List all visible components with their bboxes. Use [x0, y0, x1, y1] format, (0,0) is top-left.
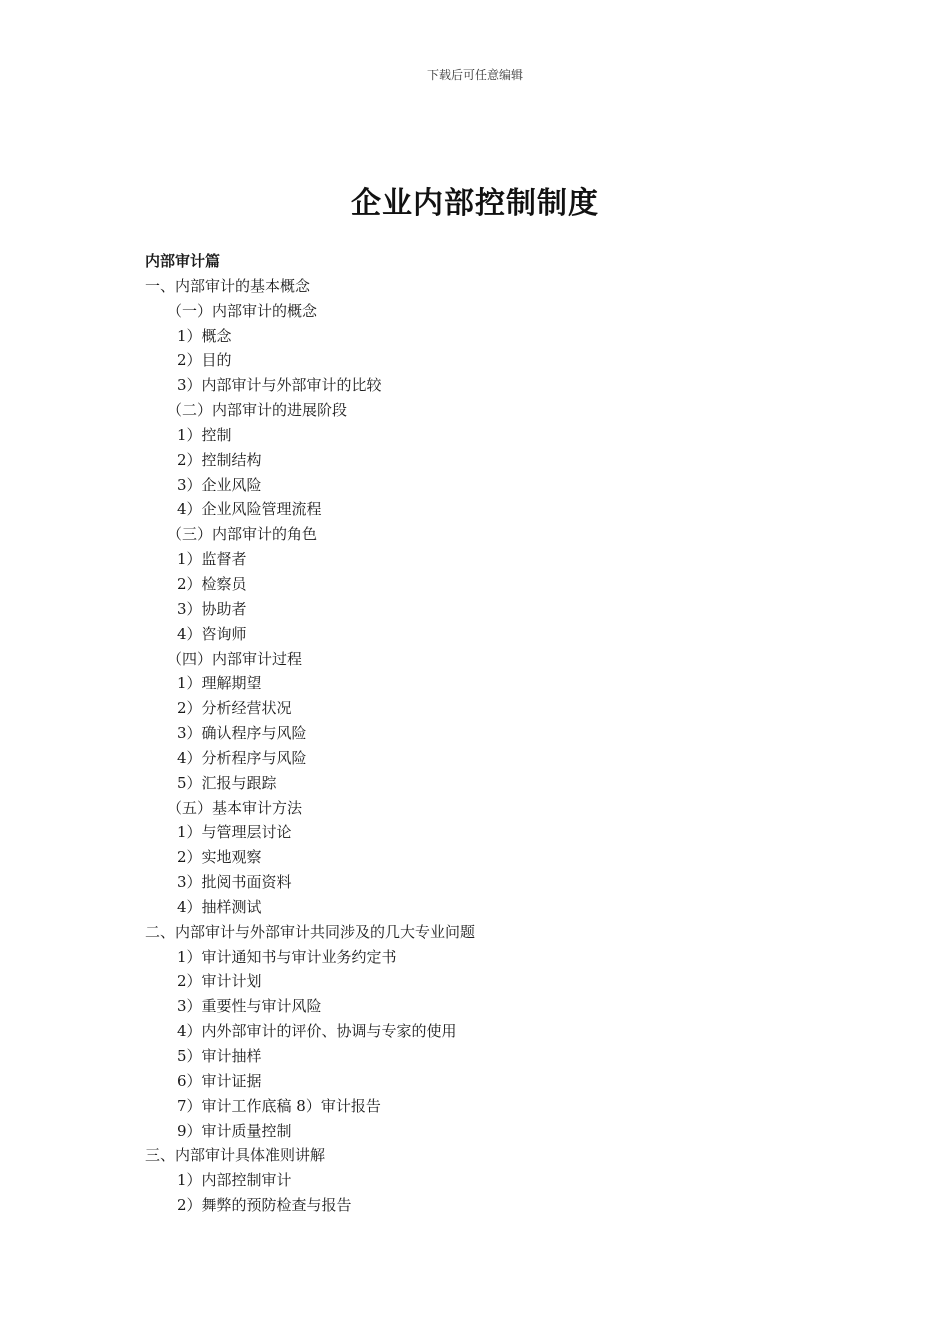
outline-chapter: 二、内部审计与外部审计共同涉及的几大专业问题 [145, 922, 476, 941]
outline-item: 6）审计证据 [177, 1071, 262, 1090]
outline-item: 1）监督者 [177, 550, 247, 569]
outline-item: 1）与管理层讨论 [177, 823, 292, 842]
outline-item: 1）审计通知书与审计业务约定书 [177, 947, 397, 966]
outline-item: 3）内部审计与外部审计的比较 [177, 376, 382, 395]
outline-item: 4）内外部审计的评价、协调与专家的使用 [177, 1022, 457, 1041]
outline-item: 2）分析经营状况 [177, 699, 292, 718]
outline-item: 2）检察员 [177, 574, 247, 593]
outline-section: （四）内部审计过程 [167, 649, 303, 668]
outline-item: 2）控制结构 [177, 450, 262, 469]
outline-item: 4）分析程序与风险 [177, 748, 307, 767]
outline-item: 3）批阅书面资料 [177, 873, 292, 892]
outline-section: （一）内部审计的概念 [167, 301, 318, 320]
outline-item: 7）审计工作底稿 8）审计报告 [177, 1096, 381, 1115]
outline-item: 9）审计质量控制 [177, 1121, 292, 1140]
outline-item: 3）协助者 [177, 599, 247, 618]
section-heading: 内部审计篇 [145, 252, 221, 270]
outline-item: 3）企业风险 [177, 475, 262, 494]
outline-item: 1）内部控制审计 [177, 1171, 292, 1190]
outline-item: 2）舞弊的预防检查与报告 [177, 1196, 352, 1215]
header-note: 下载后可任意编辑 [426, 68, 523, 82]
outline-item: 4）咨询师 [177, 624, 247, 643]
document-title: 企业内部控制制度 [351, 186, 599, 221]
outline-section: （三）内部审计的角色 [167, 525, 318, 544]
outline-item: 2）审计计划 [177, 972, 262, 991]
outline-item: 5）审计抽样 [177, 1047, 262, 1065]
outline-item: 4）企业风险管理流程 [177, 500, 322, 519]
outline [145, 249, 825, 1218]
outline-item: 1）理解期望 [177, 674, 262, 693]
outline-item: 2）实地观察 [177, 848, 262, 867]
outline-item: 1）概念 [177, 326, 232, 345]
outline-item: 3）重要性与审计风险 [177, 997, 322, 1016]
outline-item: 4）抽样测试 [177, 897, 262, 916]
outline-item: 3）确认程序与风险 [177, 724, 307, 743]
outline-item: 1）控制 [177, 425, 232, 444]
outline-item: 5）汇报与跟踪 [177, 773, 277, 792]
outline-item: 2）目的 [177, 351, 232, 370]
outline-chapter: 三、内部审计具体准则讲解 [145, 1146, 326, 1165]
outline-section: （二）内部审计的进展阶段 [167, 401, 348, 420]
outline-section: （五）基本审计方法 [167, 798, 303, 817]
outline-chapter: 一、内部审计的基本概念 [145, 276, 311, 295]
